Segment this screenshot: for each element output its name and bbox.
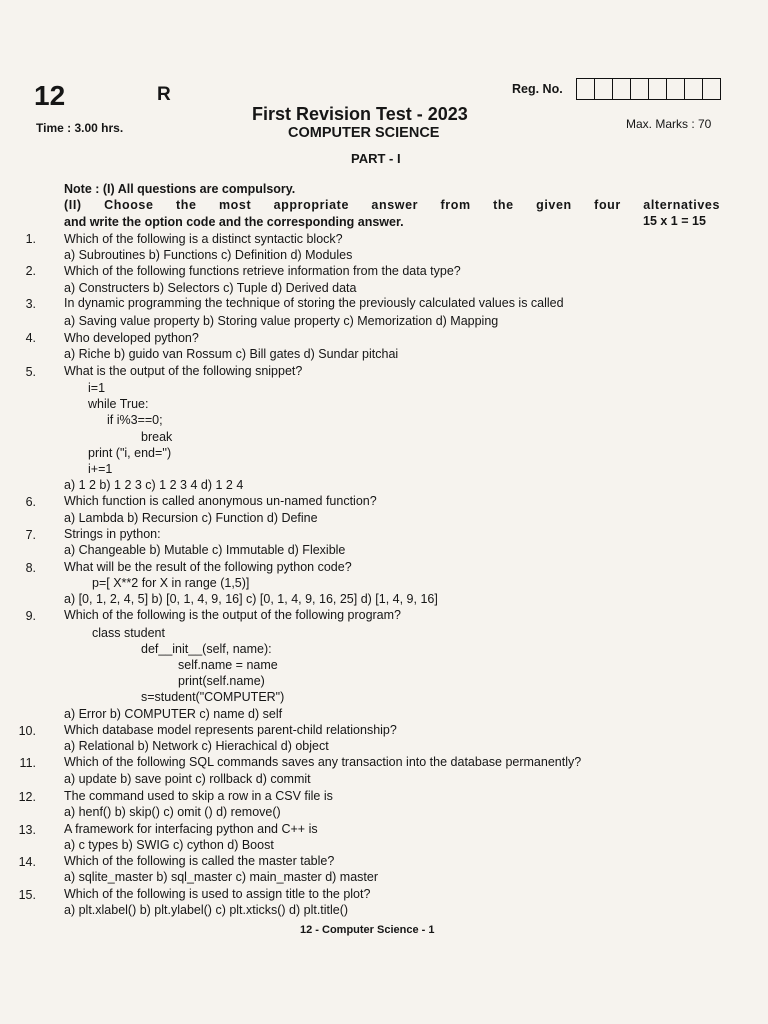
note-line-2: (II) Choose the most appropriate answer from the given four alternatives [64,198,720,212]
reg-no-boxes [576,78,721,100]
time-allowed: Time : 3.00 hrs. [36,121,124,135]
question-options: a) Subroutines b) Functions c) Definition d) Modules [64,248,353,262]
question-number: 4. [25,331,36,345]
question-text: Strings in python: [64,527,161,541]
question-number: 12. [18,790,36,804]
code-line: self.name = name [178,658,278,672]
question-options: a) update b) save point c) rollback d) commit [64,772,311,786]
question-text: Which of the following is the output of the following program? [64,608,401,622]
question-options: a) Saving value property b) Storing value property c) Memorization d) Mapping [64,314,499,328]
page-footer: 12 - Computer Science - 1 [300,924,435,936]
question-number: 11. [19,756,36,770]
max-marks: Max. Marks : 70 [626,117,712,131]
code-line: i=1 [88,381,106,395]
note-line-1: Note : (I) All questions are compulsory. [64,182,296,196]
question-number: 3. [25,297,36,311]
question-number: 5. [25,365,36,379]
standard-number: 12 [34,80,66,111]
question-options: a) 1 2 b) 1 2 3 c) 1 2 3 4 d) 1 2 4 [64,478,244,492]
question-text: Which of the following SQL commands saves any transaction into the database permanently? [64,755,582,769]
question-options: a) Changeable b) Mutable c) Immutable d) Flexible [64,543,346,557]
code-line: if i%3==0; [107,413,163,427]
question-number: 6. [25,495,36,509]
question-options: a) Lambda b) Recursion c) Function d) Define [64,511,318,525]
question-options: a) Relational b) Network c) Hierachical d) object [64,739,329,753]
code-line: s=student("COMPUTER") [141,690,285,704]
question-options: a) c types b) SWIG c) cython d) Boost [64,838,274,852]
question-number: 13. [18,823,36,837]
question-text: Which of the following functions retrieve information from the data type? [64,264,461,278]
code-line: p=[ X**2 for X in range (1,5)] [92,576,250,590]
question-text: Which function is called anonymous un-named function? [64,494,377,508]
code-line: i+=1 [88,462,113,476]
question-text: Which of the following is used to assign title to the plot? [64,887,371,901]
question-text: The command used to skip a row in a CSV file is [64,789,333,803]
question-number: 1. [25,232,36,246]
question-options: a) Error b) COMPUTER c) name d) self [64,707,283,721]
question-text: What will be the result of the following python code? [64,560,352,574]
code-line: class student [92,626,165,640]
question-number: 8. [25,561,36,575]
question-number: 15. [18,888,36,902]
code-line: break [141,430,173,444]
question-options: a) Riche b) guido van Rossum c) Bill gates d) Sundar pitchai [64,347,399,361]
code-line: print ("i, end='') [88,446,172,460]
question-options: a) plt.xlabel() b) plt.ylabel() c) plt.xticks() d) plt.title() [64,903,349,917]
question-text: A framework for interfacing python and C++ is [64,822,318,836]
question-options: a) Constructers b) Selectors c) Tuple d) Derived data [64,281,357,295]
reg-no-label: Reg. No. [512,82,563,96]
question-number: 2. [25,264,36,278]
exam-title: First Revision Test - 2023 [252,104,468,124]
part-heading: PART - I [351,151,401,166]
code-line: print(self.name) [178,674,265,688]
question-text: Which database model represents parent-child relationship? [64,723,397,737]
section-marks: 15 x 1 = 15 [643,214,706,228]
question-options: a) sqlite_master b) sql_master c) main_master d) master [64,870,378,884]
question-text: What is the output of the following snippet? [64,364,303,378]
code-line: while True: [88,397,149,411]
question-text: Which of the following is called the master table? [64,854,335,868]
code-line: def__init__(self, name): [141,642,272,656]
question-text: In dynamic programming the technique of storing the previously calculated values is called [64,296,564,310]
question-text: Who developed python? [64,331,199,345]
question-number: 9. [25,609,36,623]
group-code: R [157,84,171,105]
question-number: 7. [25,528,36,542]
question-options: a) henf() b) skip() c) omit () d) remove() [64,805,281,819]
question-number: 14. [18,855,36,869]
question-options: a) [0, 1, 2, 4, 5] b) [0, 1, 4, 9, 16] c) [0, 1, 4, 9, 16, 25] d) [1, 4, 9, 16] [64,592,438,606]
question-number: 10. [18,724,36,738]
question-text: Which of the following is a distinct syntactic block? [64,232,343,246]
subject-name: COMPUTER SCIENCE [288,125,440,141]
note-line-3: and write the option code and the corresponding answer. [64,215,404,229]
